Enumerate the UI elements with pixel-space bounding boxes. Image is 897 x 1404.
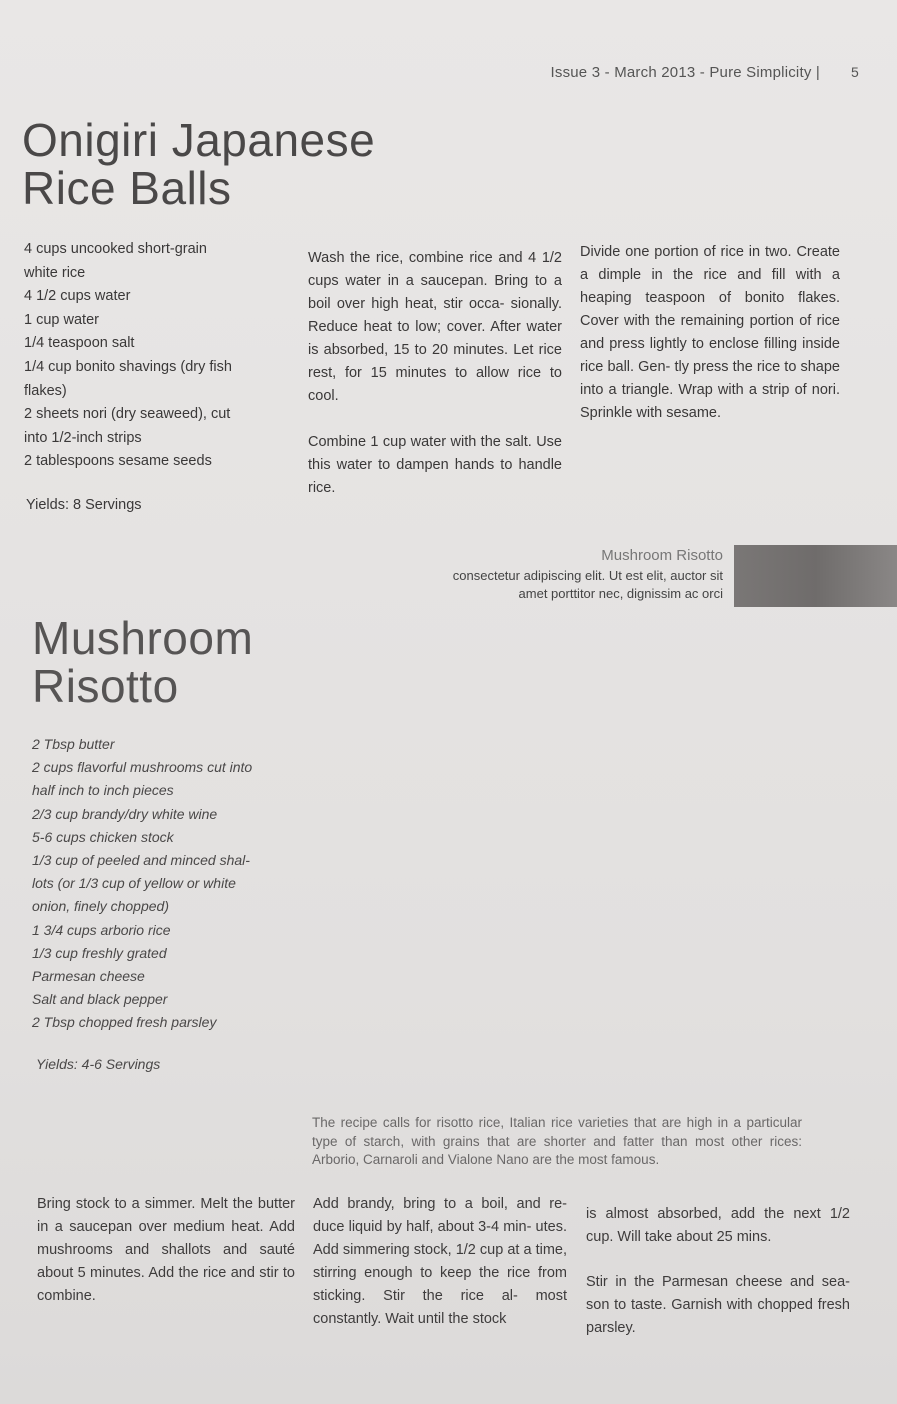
ingredient-line: 1/3 cup of peeled and minced shal- — [32, 852, 250, 869]
ingredient-line: onion, finely chopped) — [32, 898, 169, 915]
ingredient-line: half inch to inch pieces — [32, 782, 174, 799]
ingredient-line: 1 3/4 cups arborio rice — [32, 921, 171, 938]
risotto-title-line1: Mushroom — [32, 612, 254, 664]
ingredient-line: Salt and black pepper — [32, 991, 168, 1008]
ingredient-line: white rice — [24, 264, 86, 281]
risotto-title — [32, 614, 332, 710]
risotto-rice-note: The recipe calls for risotto rice, Italian rice varieties that are high in a particular type of starch, with grains that are shorter and fatter than most other rices: Arborio, Carnaroli and Vialone Nano are the most famous. — [312, 1115, 802, 1167]
ingredient-line: 2 Tbsp chopped fresh parsley — [32, 1014, 217, 1031]
ingredient-line: 4 cups uncooked short-grain — [24, 241, 207, 257]
onigiri-step-1: Wash the rice, combine rice and 4 1/2 cups water in a saucepan. Bring to a boil over high heat, stir occa- sionally. Reduce heat to low; cover. After water is absorbed, 15 to 20 minutes. Let rice rest, for 15 minutes to allow rice to cool. — [308, 250, 562, 404]
onigiri-step-2: Combine 1 cup water with the salt. Use this water to dampen hands to handle rice. — [308, 434, 562, 496]
ingredient-line: flakes) — [24, 382, 67, 399]
photo-caption-title: Mushroom Risotto — [601, 547, 723, 564]
ingredient-line: Parmesan cheese — [32, 968, 145, 985]
ingredient-line: 1/4 cup bonito shavings (dry fish — [24, 358, 232, 375]
risotto-step-3: is almost absorbed, add the next 1/2 cup. Will take about 25 mins. — [586, 1206, 850, 1245]
risotto-ingredients — [32, 733, 287, 1035]
ingredient-line: into 1/2-inch strips — [24, 429, 142, 446]
ingredient-line: lots (or 1/3 cup of yellow or white — [32, 875, 236, 892]
ingredient-line: 1/3 cup freshly grated — [32, 944, 167, 961]
page-number: 5 — [851, 64, 859, 80]
risotto-yields: Yields: 4-6 Servings — [36, 1056, 161, 1072]
ingredient-line: 2 tablespoons sesame seeds — [24, 453, 212, 470]
onigiri-title-line1: Onigiri Japanese — [22, 114, 376, 166]
ingredient-line: 4 1/2 cups water — [24, 288, 131, 305]
photo-caption-text: consectetur adipiscing elit. Ut est elit, auctor sit amet porttitor nec, dignissim ac orci — [452, 568, 723, 601]
onigiri-ingredients — [24, 238, 279, 474]
ingredient-line: 1 cup water — [24, 311, 99, 328]
risotto-step-2: Add brandy, bring to a boil, and re- duce liquid by half, about 3-4 min- utes. Add simmering stock, 1/2 cup at a time, stirring enough to keep the rice from sticking. Stir the rice al- most constantly. Wait until the stock — [313, 1196, 567, 1327]
onigiri-step-3: Divide one portion of rice in two. Create a dimple in the rice and fill with a heaping teaspoon of bonito flakes. Cover with the remaining portion of rice and press lightly to enclose filling inside rice ball. Gen- tly press the rice to shape into a triangle. Wrap with a strip of nori. Sprinkle with sesame. — [580, 244, 840, 421]
issue-header: Issue 3 - March 2013 - Pure Simplicity | — [550, 64, 820, 81]
ingredient-line: 2 cups flavorful mushrooms cut into — [32, 759, 253, 776]
ingredient-line: 2 sheets nori (dry seaweed), cut — [24, 406, 231, 423]
ingredient-line: 1/4 teaspoon salt — [24, 335, 135, 352]
onigiri-yields: Yields: 8 Servings — [26, 497, 142, 513]
ingredient-line: 2 Tbsp butter — [32, 736, 115, 752]
risotto-step-4: Stir in the Parmesan cheese and sea- son to taste. Garnish with chopped fresh parsley. — [586, 1274, 850, 1336]
ingredient-line: 5-6 cups chicken stock — [32, 828, 174, 845]
risotto-step-1: Bring stock to a simmer. Melt the butter in a saucepan over medium heat. Add mushrooms and shallots and sauté about 5 minutes. Add the rice and stir to combine. — [37, 1196, 295, 1304]
risotto-title-line2: Risotto — [32, 660, 179, 712]
ingredient-line: 2/3 cup brandy/dry white wine — [32, 805, 218, 822]
risotto-photo — [734, 545, 897, 607]
onigiri-title-line2: Rice Balls — [22, 162, 232, 214]
onigiri-title — [22, 116, 442, 212]
